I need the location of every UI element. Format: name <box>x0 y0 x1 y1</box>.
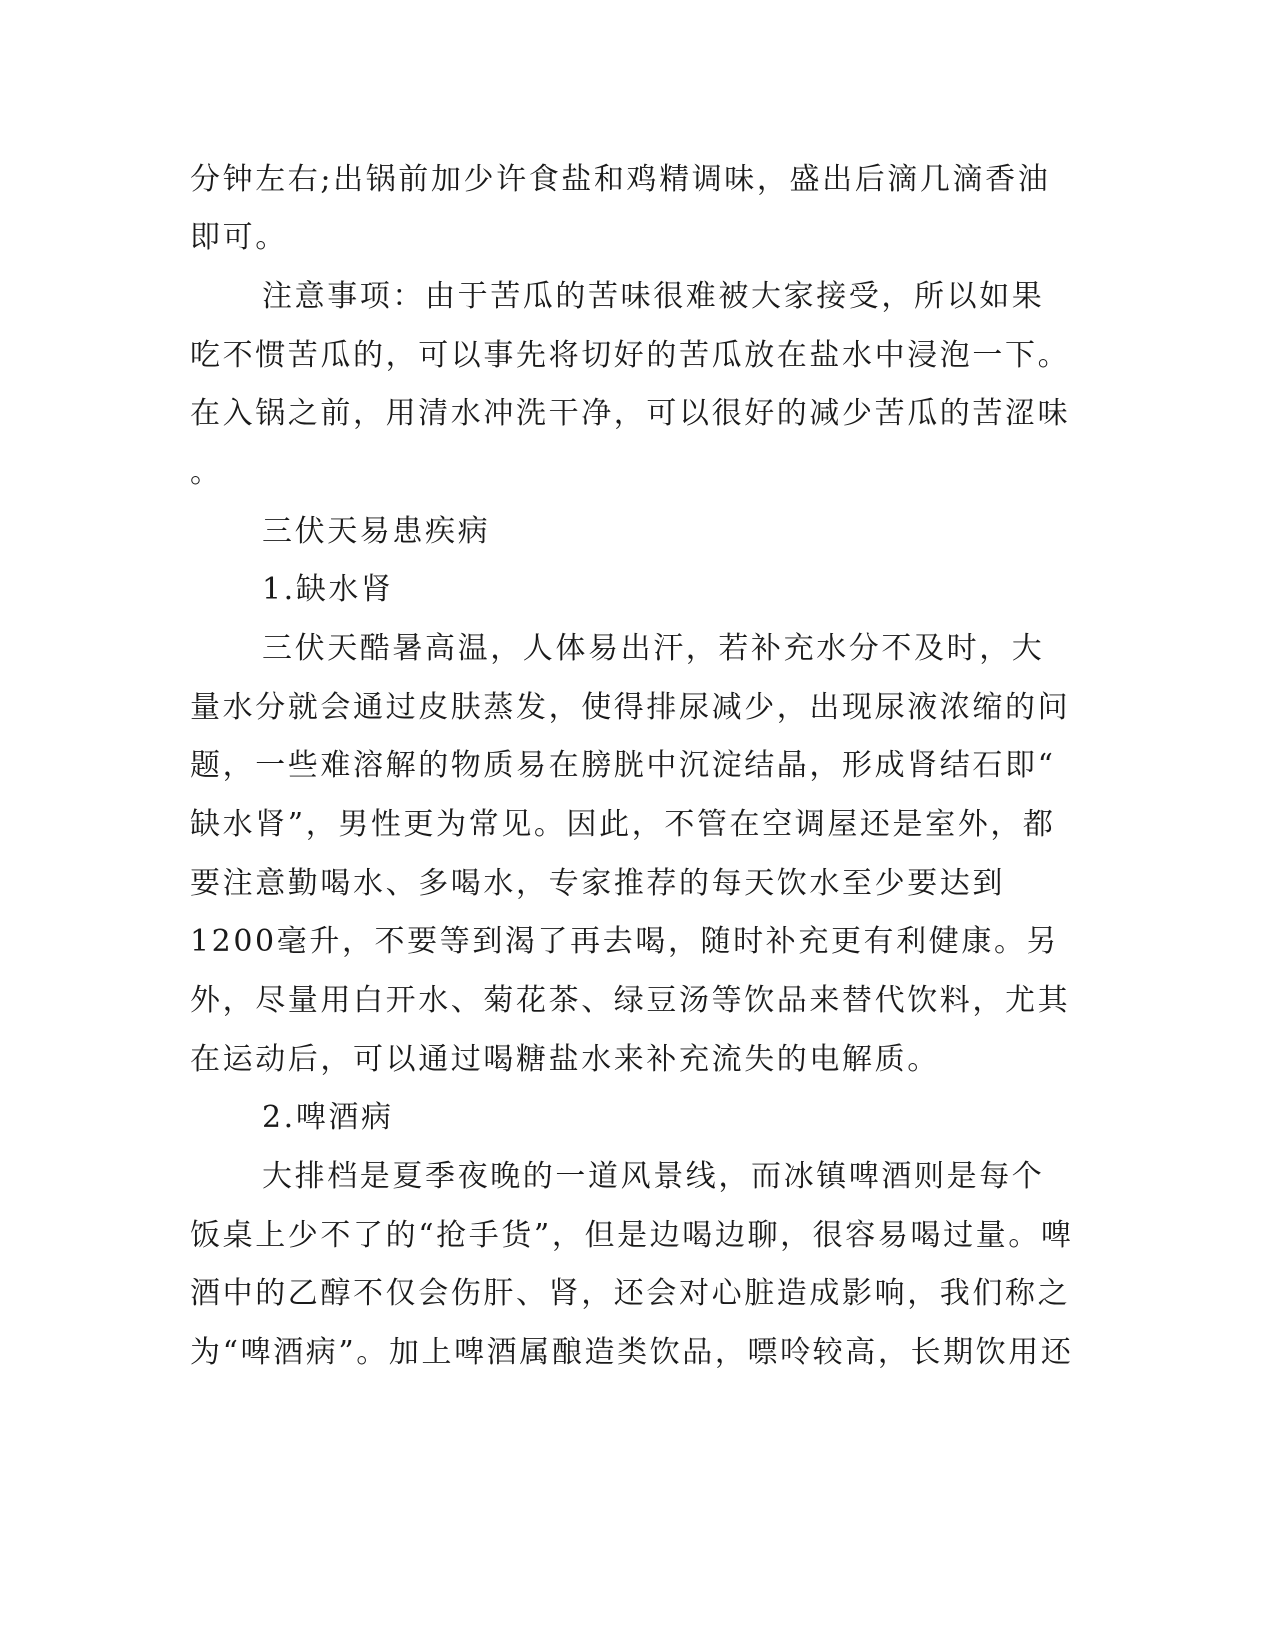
text-line: 在入锅之前，用清水冲洗干净，可以很好的减少苦瓜的苦涩味 <box>190 396 1071 431</box>
text-line: 为“啤酒病”。加上啤酒属酿造类饮品，嘌呤较高，长期饮用还 <box>190 1335 1074 1370</box>
section-heading: 三伏天易患疾病 <box>262 514 491 549</box>
text-line: 吃不惯苦瓜的，可以事先将切好的苦瓜放在盐水中浸泡一下。 <box>190 338 1071 373</box>
text-line: 饭桌上少不了的“抢手货”，但是边喝边聊，很容易喝过量。啤 <box>190 1218 1074 1253</box>
text-line: 量水分就会通过皮肤蒸发，使得排尿减少，出现尿液浓缩的问 <box>190 690 1071 725</box>
subsection-heading: 1.缺水肾 <box>262 572 394 607</box>
text-line: 1200毫升，不要等到渴了再去喝，随时补充更有利健康。另 <box>190 924 1060 959</box>
text-line: 在运动后，可以通过喝糖盐水来补充流失的电解质。 <box>190 1042 940 1077</box>
paragraph-start: 大排档是夏季夜晚的一道风景线，而冰镇啤酒则是每个 <box>262 1159 1045 1194</box>
paragraph-start: 注意事项：由于苦瓜的苦味很难被大家接受，所以如果 <box>262 279 1045 314</box>
text-line: 缺水肾”，男性更为常见。因此，不管在空调屋还是室外，都 <box>190 807 1056 842</box>
text-line: 题，一些难溶解的物质易在膀胱中沉淀结晶，形成肾结石即“ <box>190 748 1056 783</box>
text-line: 分钟左右;出锅前加少许食盐和鸡精调味，盛出后滴几滴香油 <box>190 162 1051 197</box>
subsection-heading: 2.啤酒病 <box>262 1100 394 1135</box>
text-line: 。 <box>190 455 223 490</box>
text-line: 外，尽量用白开水、菊花茶、绿豆汤等饮品来替代饮料，尤其 <box>190 983 1071 1018</box>
text-line: 要注意勤喝水、多喝水，专家推荐的每天饮水至少要达到 <box>190 866 1005 901</box>
paragraph-start: 三伏天酷暑高温，人体易出汗，若补充水分不及时，大 <box>262 631 1045 666</box>
text-line: 酒中的乙醇不仅会伤肝、肾，还会对心脏造成影响，我们称之 <box>190 1276 1071 1311</box>
text-line: 即可。 <box>190 220 288 255</box>
